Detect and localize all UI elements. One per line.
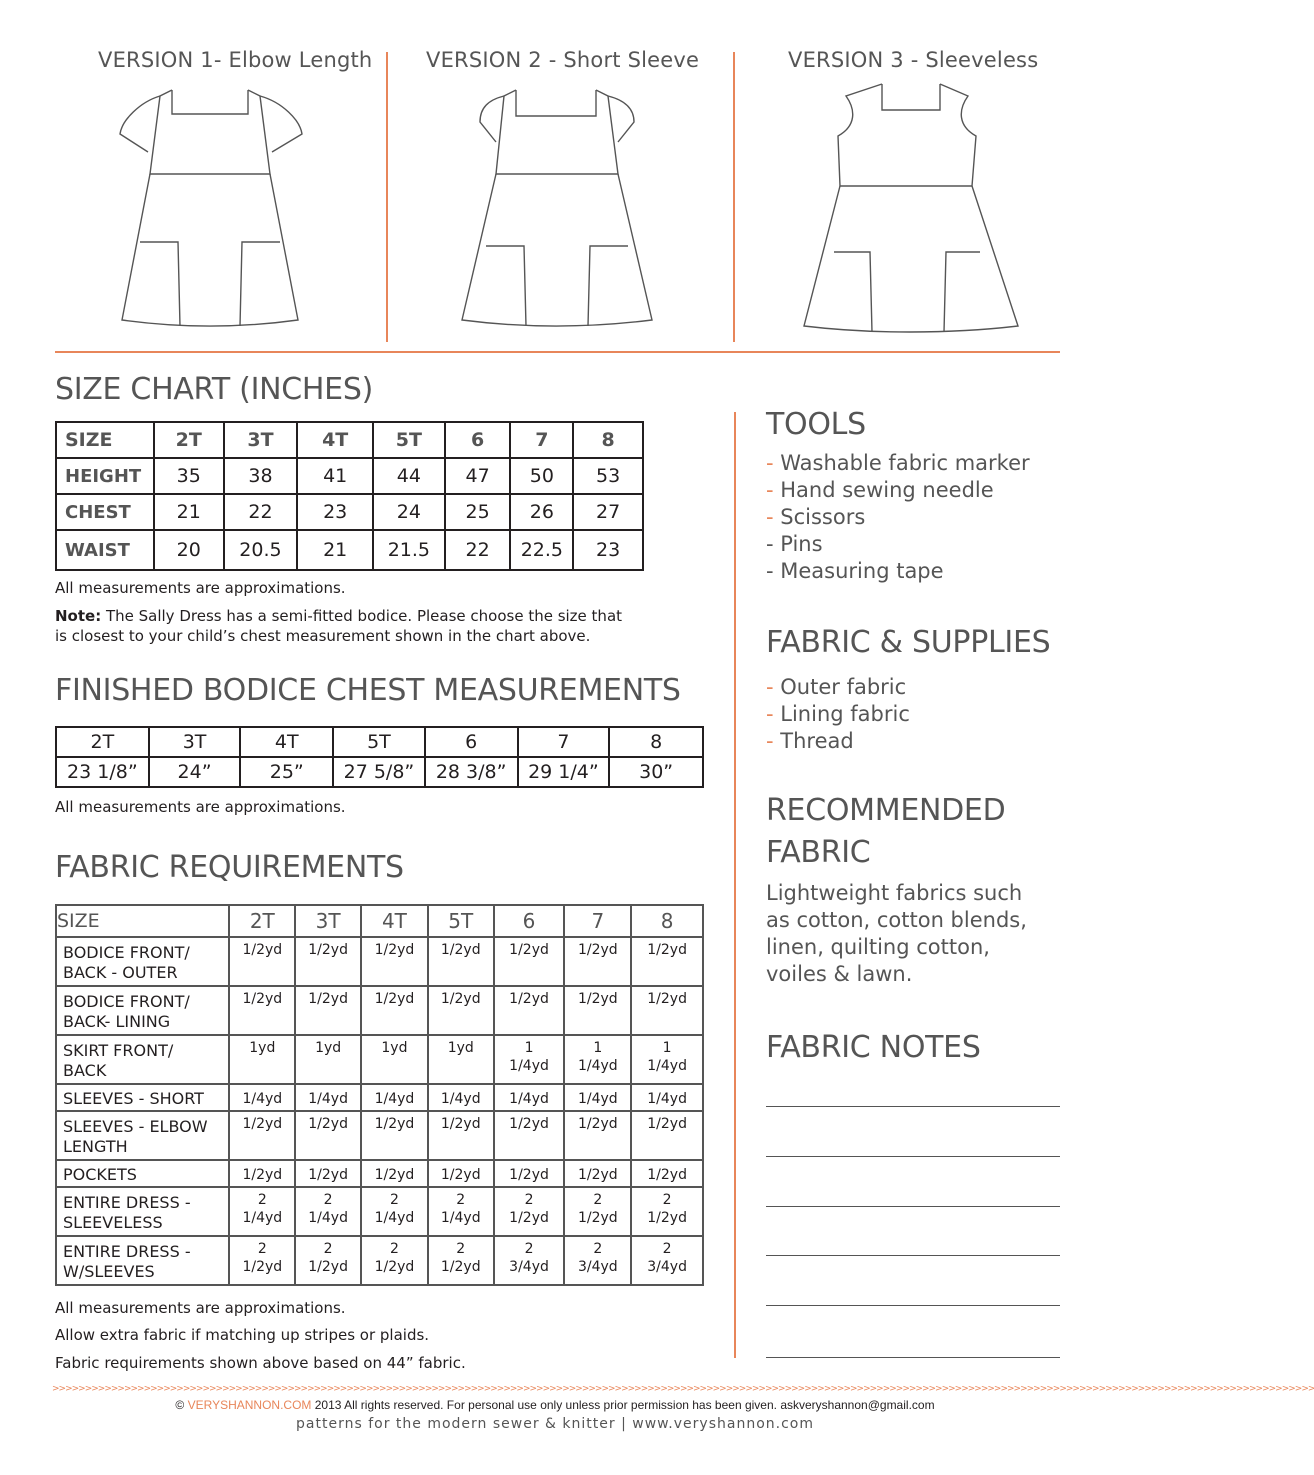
size-chart-header-cell: SIZE — [56, 422, 154, 458]
fabric-req-cell-line: 1/4yd — [647, 1091, 687, 1107]
fabric-req-cell — [229, 1236, 295, 1285]
bodice-value-cell: 24” — [149, 757, 241, 787]
note-label: Note: — [55, 607, 102, 625]
tools-item-label: Washable fabric marker — [780, 451, 1030, 475]
size-chart-cell: 21 — [297, 530, 373, 570]
fabric-req-cell — [494, 1111, 565, 1160]
fabric-req-cell-line: 1/4yd — [308, 1091, 348, 1107]
supplies-item-label: Thread — [780, 729, 854, 753]
fabric-req-cell — [564, 1111, 631, 1160]
bodice-size-cell: 4T — [240, 727, 333, 757]
fabric-req-cell — [494, 1160, 565, 1187]
fabric-note-1: All measurements are approximations. — [55, 1299, 346, 1317]
recommended-text — [766, 880, 1066, 988]
fabric-req-header-cell: 4T — [361, 905, 428, 937]
footer-rights-text: 2013 All rights reserved. For personal use only unless prior permission has been given. askveryshannon@gmail.com — [311, 1398, 935, 1412]
fabric-req-cell-line: 2 — [662, 1192, 672, 1208]
fabric-req-cell — [361, 1160, 428, 1187]
dash: - — [766, 559, 781, 583]
note-line — [766, 1357, 1060, 1358]
fabric-req-header-row — [56, 905, 703, 937]
fabric-req-cell-line: 1/2yd — [242, 1116, 283, 1132]
fabric-req-cell-line: 1/2yd — [647, 1167, 687, 1183]
fabric-req-cell-line: 1/2yd — [440, 1259, 481, 1275]
fabric-req-cell — [428, 937, 494, 986]
fabric-req-cell-line: 1/2yd — [308, 991, 348, 1007]
fabric-req-cell-line: 1/2yd — [509, 1210, 549, 1226]
version-3-title: VERSION 3 - Sleeveless — [788, 48, 1039, 72]
fabric-req-cell-line: 1/4yd — [647, 1058, 687, 1074]
copyright-symbol: © — [175, 1398, 185, 1412]
fabric-req-cell — [361, 937, 428, 986]
bodice-value-cell: 23 1/8” — [56, 757, 149, 787]
fabric-req-cell-line: 1/2yd — [509, 991, 549, 1007]
bodice-size-cell: 3T — [149, 727, 241, 757]
fabric-req-cell — [361, 986, 428, 1035]
size-chart-cell: 24 — [373, 494, 445, 530]
fabric-req-cell-line: 1/4yd — [374, 1210, 415, 1226]
fabric-req-cell — [229, 1084, 295, 1111]
footer-copyright — [0, 1398, 1110, 1412]
fabric-req-cell — [229, 1111, 295, 1160]
fabric-req-cell — [564, 1035, 631, 1084]
fabric-req-cell-line: 2 — [323, 1192, 333, 1208]
fabric-req-cell-line: 1/2yd — [509, 1167, 549, 1183]
fabric-req-label-line: W/SLEEVES — [63, 1262, 155, 1281]
fabric-req-cell-line: 2 — [456, 1192, 466, 1208]
bodice-value-cell: 28 3/8” — [425, 757, 518, 787]
fabric-req-cell-line: 1/2yd — [647, 991, 687, 1007]
size-chart-approx-note: All measurements are approximations. — [55, 579, 346, 597]
fabric-req-row — [56, 1035, 703, 1084]
bodice-size-cell: 7 — [518, 727, 610, 757]
tools-item — [766, 504, 1030, 531]
fabric-req-cell — [361, 1111, 428, 1160]
fabric-req-cell — [494, 1035, 565, 1084]
recommended-line: as cotton, cotton blends, — [766, 908, 1027, 932]
footer-brand-link[interactable]: VERYSHANNON.COM — [187, 1398, 312, 1412]
fabric-req-row-label — [56, 937, 229, 986]
fabric-req-cell — [295, 1160, 361, 1187]
fabric-req-label-line: BACK- LINING — [63, 1012, 171, 1031]
fabric-req-cell — [428, 1111, 494, 1160]
fabric-req-row-label — [56, 1035, 229, 1084]
fabric-req-label-line: SKIRT FRONT/ — [63, 1041, 174, 1060]
orange-dash: - — [766, 702, 781, 726]
fabric-req-label-line: ENTIRE DRESS - — [63, 1242, 191, 1261]
fabric-req-cell — [631, 1035, 703, 1084]
fabric-req-cell-line: 1/2yd — [577, 942, 618, 958]
size-chart-cell: 22.5 — [510, 530, 573, 570]
fabric-req-cell — [631, 986, 703, 1035]
fabric-req-label-line: BODICE FRONT/ — [63, 992, 190, 1011]
fabric-req-cell-line: 2 — [323, 1241, 333, 1257]
tools-item — [766, 558, 1030, 585]
size-chart-header-cell: 8 — [573, 422, 643, 458]
fabric-req-cell-line: 1/2yd — [242, 1167, 283, 1183]
note-line — [766, 1255, 1060, 1256]
fabric-req-table — [55, 904, 704, 1286]
fabric-req-cell — [229, 1187, 295, 1236]
fabric-req-cell — [564, 1187, 631, 1236]
fabric-req-label-line: ENTIRE DRESS - — [63, 1193, 191, 1212]
size-chart-note-line-1 — [55, 607, 622, 625]
supplies-item — [766, 701, 910, 728]
fabric-req-header-cell: 6 — [494, 905, 565, 937]
fabric-req-cell — [428, 986, 494, 1035]
fabric-req-cell — [564, 1236, 631, 1285]
fabric-req-cell — [428, 1160, 494, 1187]
orange-dash: - — [766, 675, 781, 699]
fabric-req-cell-line: 1yd — [381, 1040, 408, 1056]
fabric-req-cell-line: 1/2yd — [308, 1116, 348, 1132]
size-chart-header-row — [56, 422, 643, 458]
size-chart-cell: 53 — [573, 458, 643, 494]
fabric-req-cell — [564, 1160, 631, 1187]
fabric-req-cell-line: 2 — [593, 1241, 603, 1257]
supplies-item-label: Outer fabric — [780, 675, 907, 699]
fabric-req-cell-line: 1/2yd — [308, 1167, 348, 1183]
fabric-req-header-cell: 3T — [295, 905, 361, 937]
size-chart-header-cell: 2T — [154, 422, 224, 458]
fabric-req-header-cell: 5T — [428, 905, 494, 937]
tools-item-label: Measuring tape — [780, 559, 944, 583]
fabric-req-cell-line: 1/2yd — [440, 1116, 481, 1132]
size-chart-cell: 44 — [373, 458, 445, 494]
fabric-req-cell-line: 1/2yd — [577, 1167, 618, 1183]
fabric-req-cell-line: 1yd — [315, 1040, 342, 1056]
bodice-value-cell: 29 1/4” — [518, 757, 610, 787]
recommended-line: voiles & lawn. — [766, 962, 913, 986]
size-chart-header-cell: 5T — [373, 422, 445, 458]
fabric-req-cell-line: 1 — [524, 1040, 534, 1056]
fabric-req-cell-line: 1/2yd — [647, 942, 687, 958]
fabric-req-cell — [229, 937, 295, 986]
fabric-req-cell — [631, 1160, 703, 1187]
fabric-req-header-cell: SIZE — [56, 905, 229, 937]
fabric-req-cell-line: 1/4yd — [308, 1210, 348, 1226]
tools-title: TOOLS — [766, 407, 866, 442]
dash: - — [766, 532, 781, 556]
tools-item-label: Hand sewing needle — [780, 478, 994, 502]
size-chart-cell: 27 — [573, 494, 643, 530]
fabric-req-label-line: SLEEVELESS — [63, 1213, 163, 1232]
fabric-req-cell — [295, 1084, 361, 1111]
fabric-req-cell-line: 1/2yd — [577, 1210, 618, 1226]
size-chart-table — [55, 421, 644, 571]
fabric-req-cell — [494, 1187, 565, 1236]
fabric-req-label-line: BODICE FRONT/ — [63, 943, 190, 962]
size-chart-header-cell: 3T — [224, 422, 298, 458]
fabric-req-row-label — [56, 1187, 229, 1236]
size-chart-row-waist — [56, 530, 643, 570]
fabric-req-cell — [295, 937, 361, 986]
fabric-req-cell-line: 1/2yd — [440, 942, 481, 958]
fabric-req-cell-line: 2 — [593, 1192, 603, 1208]
note-line — [766, 1305, 1060, 1306]
fabric-req-cell-line: 1/2yd — [577, 1116, 618, 1132]
fabric-req-row — [56, 1111, 703, 1160]
fabric-req-cell — [295, 986, 361, 1035]
fabric-req-cell-line: 1/4yd — [440, 1210, 481, 1226]
size-chart-header-cell: 6 — [445, 422, 511, 458]
supplies-list — [766, 674, 910, 755]
fabric-req-cell-line: 1/2yd — [374, 1259, 415, 1275]
fabric-req-cell — [428, 1084, 494, 1111]
fabric-req-cell — [361, 1084, 428, 1111]
note-line — [766, 1156, 1060, 1157]
fabric-req-row — [56, 1187, 703, 1236]
fabric-req-cell-line: 2 — [257, 1241, 267, 1257]
fabric-req-cell-line: 2 — [524, 1241, 534, 1257]
dress-elbow-length-illustration — [110, 82, 320, 332]
size-chart-header-cell: 7 — [510, 422, 573, 458]
fabric-req-cell — [229, 1035, 295, 1084]
fabric-req-cell-line: 1/2yd — [647, 1210, 687, 1226]
fabric-req-cell-line: 2 — [456, 1241, 466, 1257]
bodice-size-cell: 6 — [425, 727, 518, 757]
size-chart-row-label: CHEST — [56, 494, 154, 530]
fabric-req-row — [56, 1084, 703, 1111]
note-line — [766, 1106, 1060, 1107]
fabric-req-cell-line: 3/4yd — [509, 1259, 549, 1275]
fabric-req-cell-line: 1/2yd — [509, 1116, 549, 1132]
size-chart-cell: 35 — [154, 458, 224, 494]
size-chart-cell: 22 — [445, 530, 511, 570]
fabric-req-cell-line: 1/4yd — [577, 1091, 618, 1107]
fabric-req-header-cell: 8 — [631, 905, 703, 937]
fabric-req-row-label — [56, 1111, 229, 1160]
fabric-req-label-line: LENGTH — [63, 1137, 128, 1156]
fabric-req-row-label — [56, 1084, 229, 1111]
fabric-req-cell-line: 1/2yd — [647, 1116, 687, 1132]
bodice-title: FINISHED BODICE CHEST MEASUREMENTS — [55, 673, 681, 708]
fabric-req-cell-line: 1yd — [447, 1040, 474, 1056]
fabric-req-cell-line: 1/2yd — [242, 942, 283, 958]
fabric-req-cell — [494, 937, 565, 986]
fabric-req-cell-line: 1/2yd — [374, 1167, 415, 1183]
dress-sleeveless-illustration — [800, 82, 1030, 334]
fabric-req-cell-line: 2 — [662, 1241, 672, 1257]
size-chart-cell: 25 — [445, 494, 511, 530]
footer-arrow-border: >>>>>>>>>>>>>>>>>>>>>>>>>>>>>>>>>>>>>>>>>>>>>>>>>>>>>>>>>>>>>>>>>>>>>>>>>>>>>>>>>>>>>>>>>>>>>>>>>>>>>>>>>>>>>>>>>>>>>>>>>>>>>>>>>>>>>>>>>>>>>>>>>>>>>>>>>>>>>>>>>>>>>>>>>>>>>>>>>>>>>>>>>>>>>>>>> — [52, 1384, 1314, 1394]
fabric-req-cell — [428, 1236, 494, 1285]
tools-item — [766, 531, 1030, 558]
fabric-req-cell-line: 1 — [662, 1040, 672, 1056]
tools-item-label: Scissors — [780, 505, 866, 529]
fabric-req-row — [56, 1160, 703, 1187]
size-chart-title: SIZE CHART (INCHES) — [55, 372, 373, 407]
note-line — [766, 1206, 1060, 1207]
fabric-req-row — [56, 986, 703, 1035]
note-text: The Sally Dress has a semi-fitted bodice. Please choose the size that — [101, 607, 623, 625]
dress-short-sleeve-illustration — [458, 82, 658, 332]
fabric-req-label-line: SLEEVES - SHORT — [63, 1089, 204, 1108]
supplies-title: FABRIC & SUPPLIES — [766, 625, 1051, 660]
bodice-value-cell: 27 5/8” — [333, 757, 425, 787]
fabric-req-label-line: BACK - OUTER — [63, 963, 178, 982]
size-chart-header-cell: 4T — [297, 422, 373, 458]
fabric-req-cell — [295, 1035, 361, 1084]
tools-item — [766, 477, 1030, 504]
fabric-req-cell — [631, 1187, 703, 1236]
size-chart-cell: 21.5 — [373, 530, 445, 570]
fabric-req-title: FABRIC REQUIREMENTS — [55, 850, 404, 885]
fabric-req-label-line: BACK — [63, 1061, 107, 1080]
version-divider-1 — [386, 52, 388, 342]
orange-dash: - — [766, 505, 781, 529]
size-chart-row-label: WAIST — [56, 530, 154, 570]
fabric-notes-title: FABRIC NOTES — [766, 1030, 981, 1065]
orange-dash: - — [766, 478, 781, 502]
fabric-req-cell — [295, 1236, 361, 1285]
size-chart-cell: 26 — [510, 494, 573, 530]
fabric-req-cell-line: 1/2yd — [440, 991, 481, 1007]
bodice-size-row — [56, 727, 703, 757]
fabric-req-cell — [631, 1084, 703, 1111]
recommended-line: linen, quilting cotton, — [766, 935, 990, 959]
fabric-req-cell — [361, 1236, 428, 1285]
bodice-value-cell: 25” — [240, 757, 333, 787]
fabric-req-cell-line: 1/2yd — [374, 1116, 415, 1132]
fabric-req-cell — [295, 1187, 361, 1236]
fabric-note-2: Allow extra fabric if matching up stripes or plaids. — [55, 1326, 430, 1344]
orange-dash: - — [766, 729, 781, 753]
fabric-req-cell — [631, 1236, 703, 1285]
size-chart-cell: 50 — [510, 458, 573, 494]
version-1-title: VERSION 1- Elbow Length — [98, 48, 373, 72]
version-divider-2 — [733, 52, 735, 342]
fabric-req-cell — [229, 1160, 295, 1187]
fabric-req-cell-line: 1/2yd — [509, 942, 549, 958]
supplies-item-label: Lining fabric — [780, 702, 910, 726]
fabric-req-row — [56, 937, 703, 986]
fabric-req-cell-line: 1/4yd — [242, 1210, 283, 1226]
fabric-req-cell-line: 1/4yd — [577, 1058, 618, 1074]
fabric-req-label-line: SLEEVES - ELBOW — [63, 1117, 208, 1136]
size-chart-row-chest — [56, 494, 643, 530]
tools-item — [766, 450, 1030, 477]
fabric-req-cell-line: 1/4yd — [509, 1091, 549, 1107]
fabric-req-cell-line: 1/2yd — [440, 1167, 481, 1183]
fabric-req-cell — [361, 1187, 428, 1236]
fabric-req-cell — [564, 937, 631, 986]
fabric-req-row — [56, 1236, 703, 1285]
fabric-req-cell-line: 1/2yd — [374, 942, 415, 958]
fabric-req-cell-line: 2 — [389, 1241, 399, 1257]
bodice-size-cell: 8 — [609, 727, 703, 757]
fabric-req-cell-line: 2 — [257, 1192, 267, 1208]
size-chart-cell: 23 — [297, 494, 373, 530]
fabric-req-row-label — [56, 986, 229, 1035]
size-chart-cell: 38 — [224, 458, 298, 494]
size-chart-row-label: HEIGHT — [56, 458, 154, 494]
version-2-title: VERSION 2 - Short Sleeve — [426, 48, 700, 72]
fabric-req-cell — [494, 986, 565, 1035]
size-chart-cell: 23 — [573, 530, 643, 570]
top-divider — [55, 351, 1060, 353]
fabric-req-cell-line: 1/2yd — [242, 1259, 283, 1275]
fabric-req-cell-line: 1/2yd — [242, 991, 283, 1007]
bodice-approx-note: All measurements are approximations. — [55, 798, 346, 816]
fabric-req-cell-line: 2 — [389, 1192, 399, 1208]
fabric-req-cell-line: 1/2yd — [577, 991, 618, 1007]
size-chart-cell: 21 — [154, 494, 224, 530]
bodice-value-cell: 30” — [609, 757, 703, 787]
size-chart-note-line-2: is closest to your child’s chest measurement shown in the chart above. — [55, 627, 591, 645]
size-chart-cell: 20 — [154, 530, 224, 570]
fabric-req-cell-line: 2 — [524, 1192, 534, 1208]
bodice-table — [55, 726, 704, 788]
size-chart-cell: 20.5 — [224, 530, 298, 570]
recommended-title-line-2: FABRIC — [766, 835, 871, 870]
fabric-req-header-cell: 2T — [229, 905, 295, 937]
tools-list — [766, 450, 1030, 585]
fabric-note-3: Fabric requirements shown above based on 44” fabric. — [55, 1354, 466, 1372]
fabric-req-cell — [564, 986, 631, 1035]
orange-dash: - — [766, 451, 781, 475]
recommended-title — [766, 790, 1005, 874]
fabric-req-cell-line: 1/4yd — [374, 1091, 415, 1107]
size-chart-row-height — [56, 458, 643, 494]
fabric-req-cell-line: 1/4yd — [242, 1091, 283, 1107]
fabric-req-row-label — [56, 1236, 229, 1285]
fabric-req-cell-line: 1yd — [249, 1040, 276, 1056]
fabric-req-cell-line: 1 — [593, 1040, 603, 1056]
fabric-req-cell-line: 1/2yd — [308, 942, 348, 958]
bodice-size-cell: 2T — [56, 727, 149, 757]
fabric-req-label-line: POCKETS — [63, 1165, 137, 1184]
fabric-req-cell — [564, 1084, 631, 1111]
fabric-req-cell — [631, 1111, 703, 1160]
bodice-size-cell: 5T — [333, 727, 425, 757]
fabric-req-cell — [229, 986, 295, 1035]
fabric-req-cell — [428, 1187, 494, 1236]
fabric-req-cell-line: 1/4yd — [440, 1091, 481, 1107]
bodice-value-row — [56, 757, 703, 787]
tools-item-label: Pins — [780, 532, 823, 556]
fabric-req-cell-line: 3/4yd — [577, 1259, 618, 1275]
fabric-req-cell-line: 3/4yd — [647, 1259, 687, 1275]
fabric-req-cell — [494, 1236, 565, 1285]
supplies-item — [766, 674, 910, 701]
footer-tagline: patterns for the modern sewer & knitter | www.veryshannon.com — [296, 1416, 814, 1432]
fabric-req-row-label — [56, 1160, 229, 1187]
fabric-req-cell — [631, 937, 703, 986]
fabric-req-header-cell: 7 — [564, 905, 631, 937]
fabric-req-cell-line: 1/2yd — [308, 1259, 348, 1275]
right-column-divider — [734, 412, 736, 1358]
fabric-req-cell — [295, 1111, 361, 1160]
size-chart-cell: 47 — [445, 458, 511, 494]
size-chart-cell: 22 — [224, 494, 298, 530]
fabric-req-cell — [428, 1035, 494, 1084]
fabric-req-cell-line: 1/2yd — [374, 991, 415, 1007]
fabric-req-cell-line: 1/4yd — [509, 1058, 549, 1074]
recommended-line: Lightweight fabrics such — [766, 881, 1023, 905]
fabric-req-cell — [494, 1084, 565, 1111]
recommended-title-line-1: RECOMMENDED — [766, 793, 1006, 828]
supplies-item — [766, 728, 910, 755]
size-chart-cell: 41 — [297, 458, 373, 494]
fabric-req-cell — [361, 1035, 428, 1084]
